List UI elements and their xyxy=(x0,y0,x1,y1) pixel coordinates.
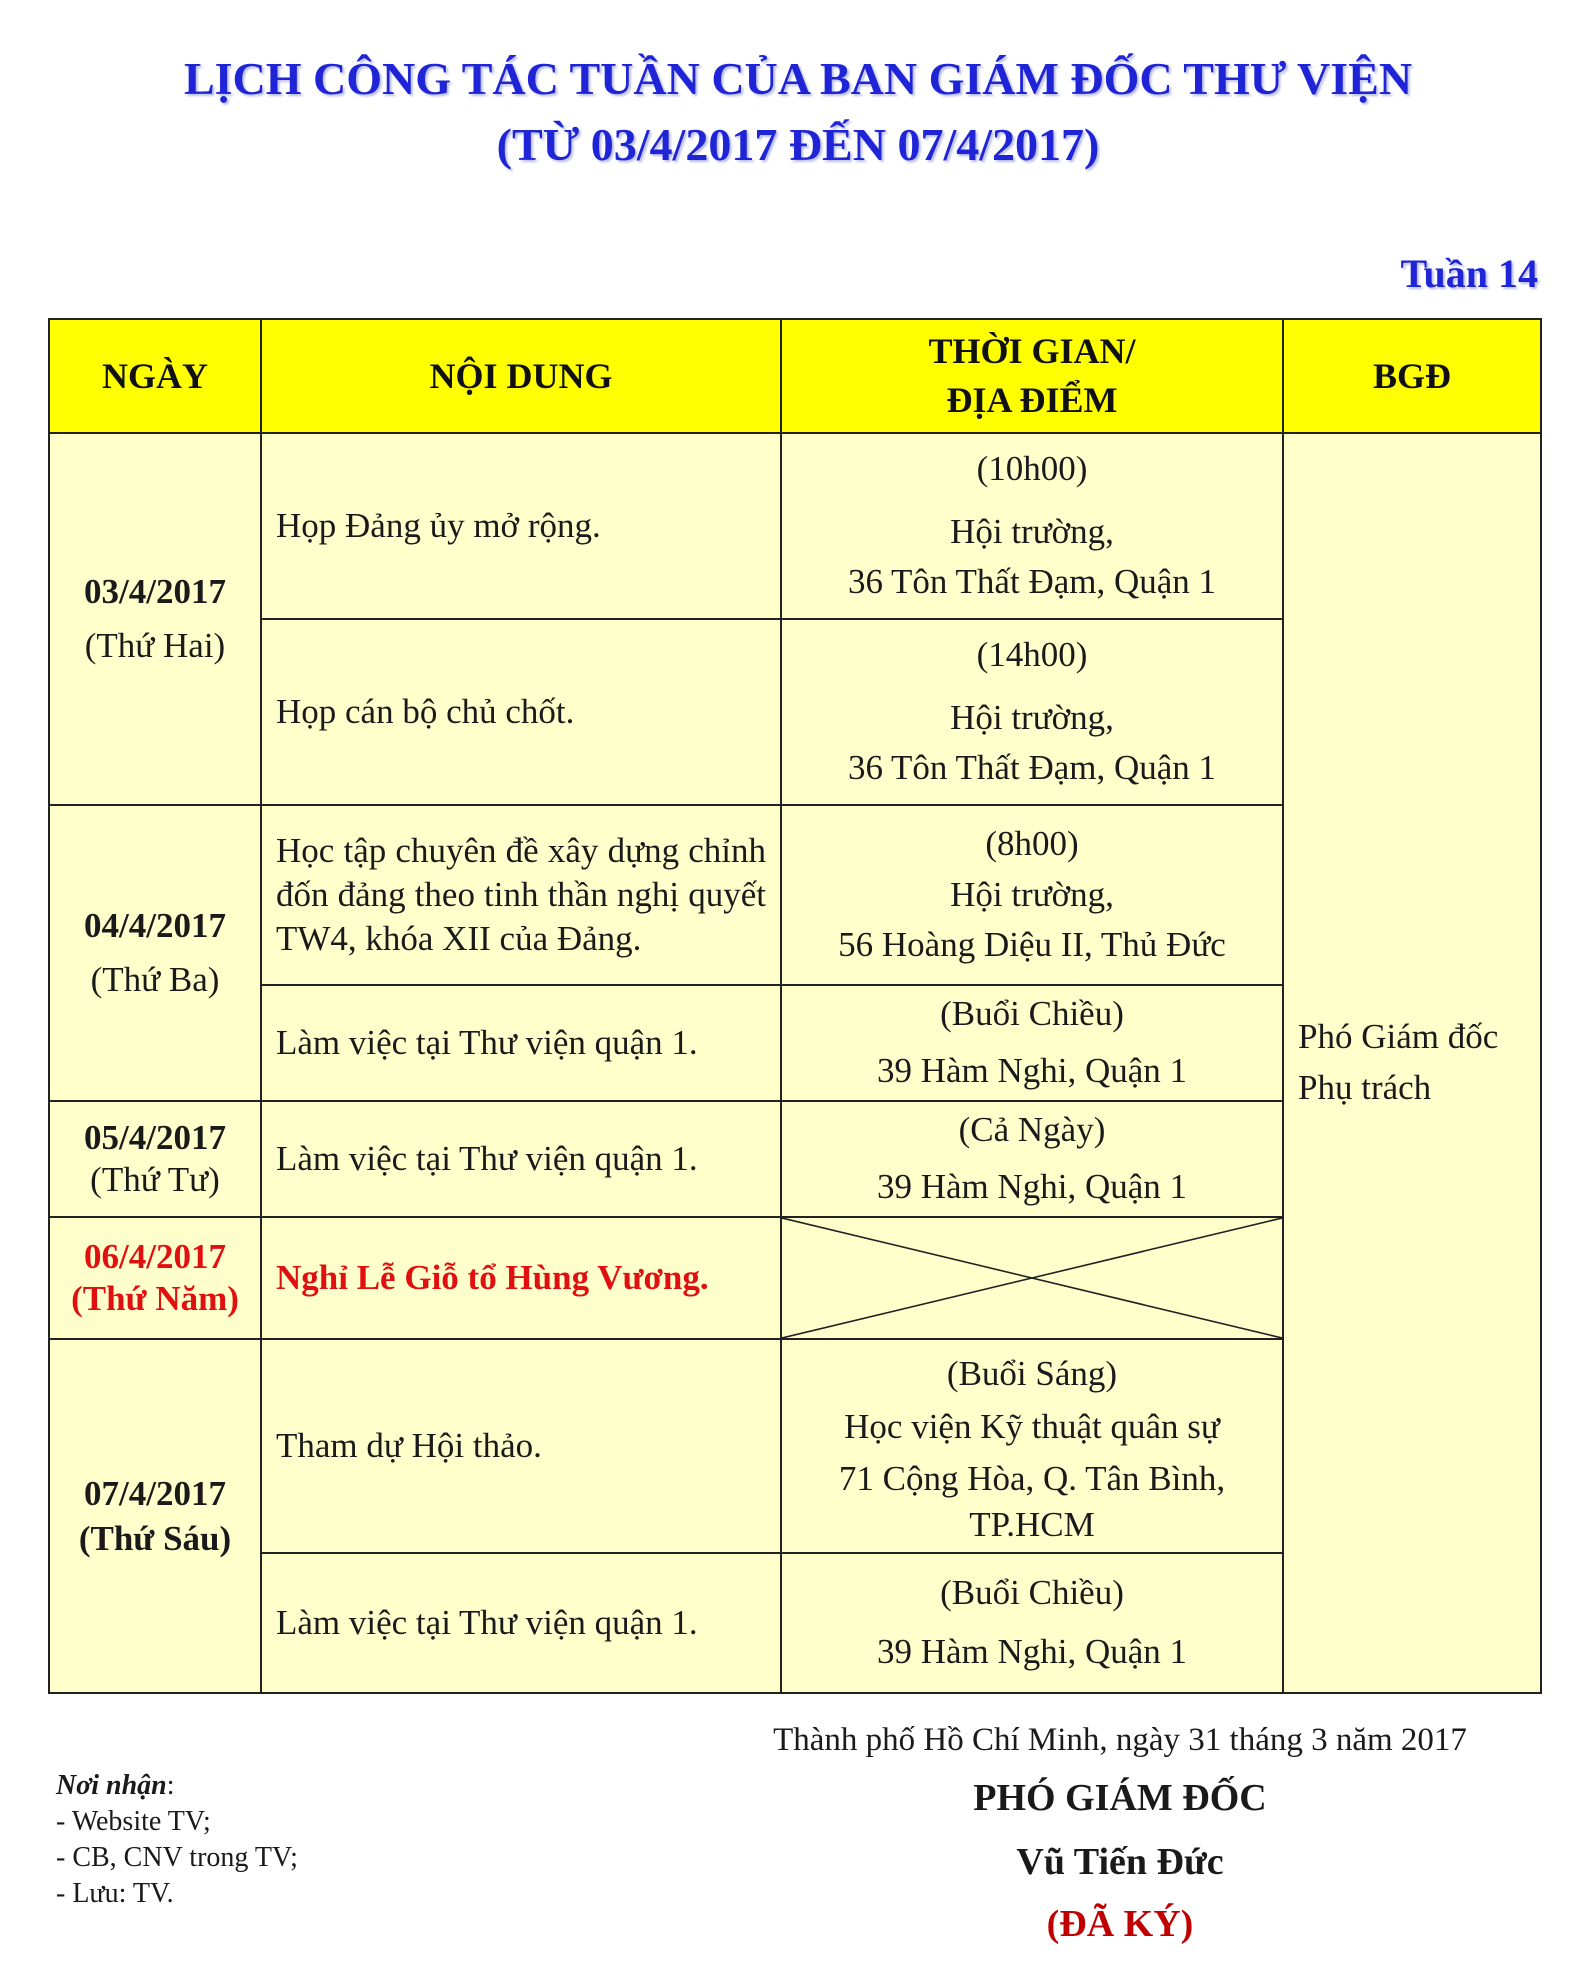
content-cell xyxy=(261,985,781,1101)
bgd-line: Phó Giám đốc xyxy=(1298,1017,1499,1057)
content-text: Họp Đảng ủy mở rộng. xyxy=(276,506,601,546)
content-text: Làm việc tại Thư viện quận 1. xyxy=(276,1603,698,1643)
time-text: (Cả Ngày) xyxy=(958,1110,1106,1150)
content-cell xyxy=(261,1339,781,1553)
day-cell xyxy=(49,433,261,805)
day-date: 07/4/2017 xyxy=(84,1473,226,1513)
time-text: (Buổi Sáng) xyxy=(946,1354,1118,1393)
time-place-cell xyxy=(781,805,1283,985)
content-cell xyxy=(261,1553,781,1693)
cross-mark xyxy=(782,1218,1282,1338)
day-weekday: (Thứ Tư) xyxy=(90,1160,220,1199)
place-line: 39 Hàm Nghi, Quận 1 xyxy=(876,1167,1188,1206)
place-line: 36 Tôn Thất Đạm, Quận 1 xyxy=(847,748,1217,788)
place-line: 56 Hoàng Diệu II, Thủ Đức xyxy=(838,925,1226,965)
time-text: (Buổi Chiều) xyxy=(940,1573,1124,1613)
place-line: Học viện Kỹ thuật quân sự xyxy=(844,1406,1220,1446)
day-date: 06/4/2017 xyxy=(84,1237,226,1276)
content-cell xyxy=(261,619,781,805)
day-weekday: (Thứ Hai) xyxy=(84,626,226,665)
content-text: Làm việc tại Thư viện quận 1. xyxy=(276,1023,698,1063)
signer-role: PHÓ GIÁM ĐỐC xyxy=(973,1777,1267,1819)
day-weekday: (Thứ Năm) xyxy=(71,1279,239,1318)
day-date: 05/4/2017 xyxy=(84,1118,226,1157)
table-row xyxy=(49,433,1541,619)
day-cell-holiday xyxy=(49,1217,261,1339)
header-day: NGÀY xyxy=(49,319,261,433)
content-text: Học tập chuyên đề xây dựng chỉnh đốn đảng theo tinh thần nghị quyết TW4, khóa XII của Đảng. xyxy=(276,831,766,958)
day-weekday: (Thứ Ba) xyxy=(90,960,220,999)
header-time-place xyxy=(781,319,1283,433)
recipient-item: - CB, CNV trong TV; xyxy=(56,1842,298,1873)
content-cell xyxy=(261,805,781,985)
day-cell xyxy=(49,1101,261,1217)
recipient-item: - Website TV; xyxy=(56,1806,211,1837)
page-subtitle-date-range: (TỪ 03/4/2017 ĐẾN 07/4/2017) xyxy=(496,119,1100,170)
day-weekday: (Thứ Sáu) xyxy=(78,1519,232,1558)
time-place-cell xyxy=(781,433,1283,619)
place-line: Hội trường, xyxy=(950,697,1114,737)
page-title: LỊCH CÔNG TÁC TUẦN CỦA BAN GIÁM ĐỐC THƯ VIỆN xyxy=(183,53,1413,104)
crossed-out-cell xyxy=(781,1217,1283,1339)
header-content: NỘI DUNG xyxy=(261,319,781,433)
recipients-title-colon: : xyxy=(166,1770,175,1801)
content-text: Tham dự Hội thảo. xyxy=(276,1426,542,1466)
bgd-cell xyxy=(1283,433,1541,1693)
day-cell xyxy=(49,1339,261,1693)
time-text: (10h00) xyxy=(976,448,1088,488)
week-number: Tuần 14 xyxy=(1400,251,1538,296)
recipients-title xyxy=(56,1770,175,1802)
time-text: (8h00) xyxy=(985,823,1079,863)
header-time-line2: ĐỊA ĐIỂM xyxy=(946,380,1118,420)
content-cell-holiday xyxy=(261,1217,781,1339)
place-line: TP.HCM xyxy=(969,1504,1095,1544)
header-bgd: BGĐ xyxy=(1283,319,1541,433)
place-line: Hội trường, xyxy=(950,874,1114,914)
signer-name: Vũ Tiến Đức xyxy=(1016,1841,1224,1883)
table-header-row xyxy=(49,319,1541,433)
day-cell xyxy=(49,805,261,1101)
content-cell xyxy=(261,433,781,619)
content-text: Họp cán bộ chủ chốt. xyxy=(276,692,575,732)
header-time-line1: THỜI GIAN/ xyxy=(928,331,1136,372)
content-text: Làm việc tại Thư viện quận 1. xyxy=(276,1139,698,1179)
place-line: 36 Tôn Thất Đạm, Quận 1 xyxy=(847,562,1217,602)
place-line: Hội trường, xyxy=(950,511,1114,551)
recipients-title-text: Nơi nhận xyxy=(56,1770,167,1801)
time-place-cell xyxy=(781,985,1283,1101)
schedule-table xyxy=(48,318,1542,1694)
city-date-line: Thành phố Hồ Chí Minh, ngày 31 tháng 3 năm 2017 xyxy=(773,1722,1467,1758)
time-place-cell xyxy=(781,1101,1283,1217)
content-text: Nghỉ Lễ Giỗ tổ Hùng Vương. xyxy=(276,1258,709,1298)
time-place-cell xyxy=(781,1553,1283,1693)
place-line: 39 Hàm Nghi, Quận 1 xyxy=(876,1051,1188,1090)
time-place-cell xyxy=(781,1339,1283,1553)
signed-note: (ĐÃ KÝ) xyxy=(1046,1903,1194,1945)
time-text: (14h00) xyxy=(976,634,1088,674)
time-text: (Buổi Chiều) xyxy=(940,994,1124,1034)
time-place-cell xyxy=(781,619,1283,805)
day-date: 03/4/2017 xyxy=(84,571,226,611)
place-line: 71 Cộng Hòa, Q. Tân Bình, xyxy=(838,1459,1226,1498)
content-cell xyxy=(261,1101,781,1217)
recipient-item: - Lưu: TV. xyxy=(56,1878,174,1909)
bgd-line: Phụ trách xyxy=(1298,1068,1432,1107)
place-line: 39 Hàm Nghi, Quận 1 xyxy=(876,1632,1188,1671)
day-date: 04/4/2017 xyxy=(84,905,226,945)
